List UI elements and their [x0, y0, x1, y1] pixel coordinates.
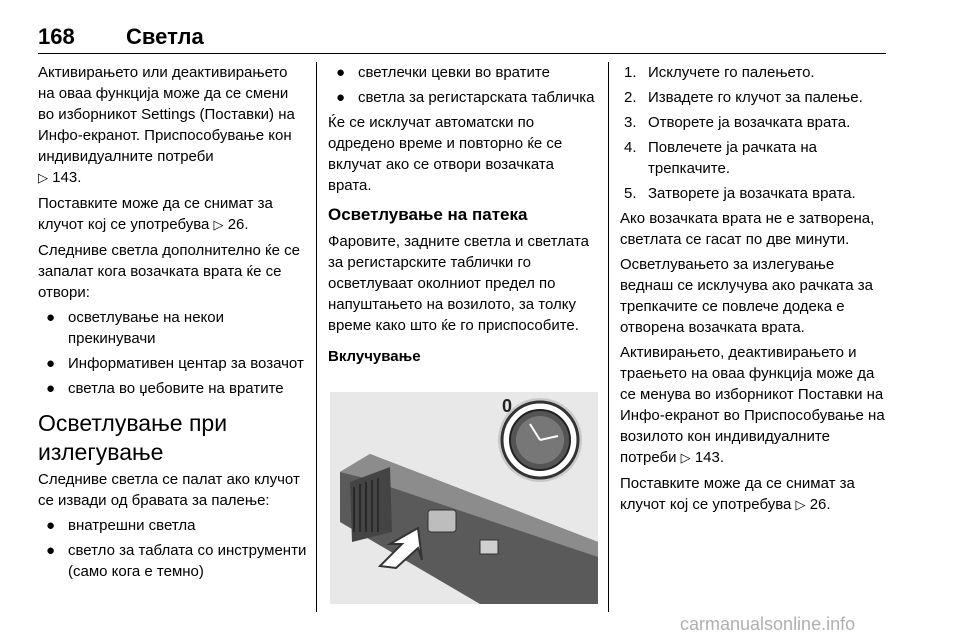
bullet-icon: ● — [46, 542, 56, 559]
paragraph: Поставките може да се снимат за клучот кој се употребува ▷ 26. — [620, 475, 855, 513]
bullet-list — [328, 62, 598, 108]
xref-arrow-icon: ▷ — [213, 218, 224, 233]
bullet-icon: ● — [336, 64, 346, 81]
column-middle — [328, 62, 598, 373]
paragraph: Активирањето или деактивирањето на оваа функција може да се смени во изборникот Settings (Поставки) на Инфо-екранот. Приспособување кон индивидуалните потреби ▷ 143. — [38, 64, 295, 186]
step-item: 3. Отворете ја возачката врата. — [624, 114, 851, 131]
step-item: 4. Повлечете ја рачката на трепкачите. — [624, 139, 817, 177]
page-header — [38, 24, 886, 54]
bullet-icon: ● — [46, 517, 56, 534]
step-item: 1. Исклучете го палењето. — [624, 64, 815, 81]
lever-drawing — [330, 392, 598, 604]
column-right — [620, 62, 888, 520]
xref-arrow-icon: ▷ — [680, 451, 691, 466]
list-item: ● светла во џебовите на вратите — [46, 380, 284, 397]
step-item: 2. Извадете го клучот за палење. — [624, 89, 863, 106]
watermark: carmanualsonline.info — [680, 614, 856, 634]
bullet-icon: ● — [46, 355, 56, 372]
procedure-heading: Вклучување — [328, 348, 421, 365]
paragraph: Поставките може да се снимат за клучот кој се употребува ▷ 26. — [38, 195, 273, 233]
list-item: ● внатрешни светла — [46, 517, 196, 534]
column-divider — [608, 62, 609, 612]
column-left — [38, 62, 308, 586]
list-item: ● светла за регистарската табличка — [336, 89, 595, 106]
dial-position-label: 0 — [502, 396, 513, 416]
paragraph: Осветлувањето за излегување веднаш се исклучува ако рачката за трепкачите се повлече додека е отворена возачката врата. — [620, 256, 873, 336]
page-reference[interactable]: 26. — [809, 496, 831, 513]
bullet-list — [38, 515, 308, 582]
section-heading: Осветлување при излегување — [38, 410, 228, 465]
xref-arrow-icon: ▷ — [795, 498, 806, 513]
paragraph: Следниве светла се палат ако клучот се извади од бравата за палење: — [38, 471, 300, 509]
page-number: 168 — [38, 24, 75, 49]
page-reference[interactable]: 143. — [694, 449, 725, 466]
page-reference[interactable]: 143. — [52, 169, 82, 186]
paragraph: Фаровите, задните светла и светлата за регистарските таблички го осветлуваат околниот предел по напуштањето на возилото, за толку време како што ќе го приспособите. — [328, 233, 589, 334]
list-item: ● осветлување на некои прекинувачи — [46, 309, 224, 347]
paragraph: Следниве светла дополнително ќе се запалат кога возачката врата ќе се отвори: — [38, 242, 300, 301]
column-divider — [316, 62, 317, 612]
page-reference[interactable]: 26. — [227, 216, 249, 233]
turn-signal-lever-illustration — [330, 392, 598, 604]
paragraph: Ако возачката врата не е затворена, светлата се гасат по две минути. — [620, 210, 875, 248]
paragraph: Ќе се исклучат автоматски по одредено време и повторно ќе се вклучат ако се отвори возачката врата. — [328, 114, 563, 194]
step-item: 5. Затворете ја возачката врата. — [624, 185, 856, 202]
subsection-heading: Осветлување на патека — [328, 205, 528, 224]
xref-arrow-icon: ▷ — [38, 171, 48, 186]
section-title: Светла — [126, 24, 204, 49]
list-item: ● светлечки цевки во вратите — [336, 64, 550, 81]
numbered-steps — [620, 62, 888, 204]
paragraph: Активирањето, деактивирањето и траењето на оваа функција може да се менува во изборникот Поставки на Инфо-екранот во Приспособување на возилото кон индивидуалните потреби ▷ 143. — [620, 344, 885, 466]
bullet-list — [38, 307, 308, 399]
bullet-icon: ● — [46, 309, 56, 326]
bullet-icon: ● — [336, 89, 346, 106]
list-item: ● светло за таблата со инструменти (само кога е темно) — [46, 542, 307, 580]
list-item: ● Информативен центар за возачот — [46, 355, 304, 372]
bullet-icon: ● — [46, 380, 56, 397]
